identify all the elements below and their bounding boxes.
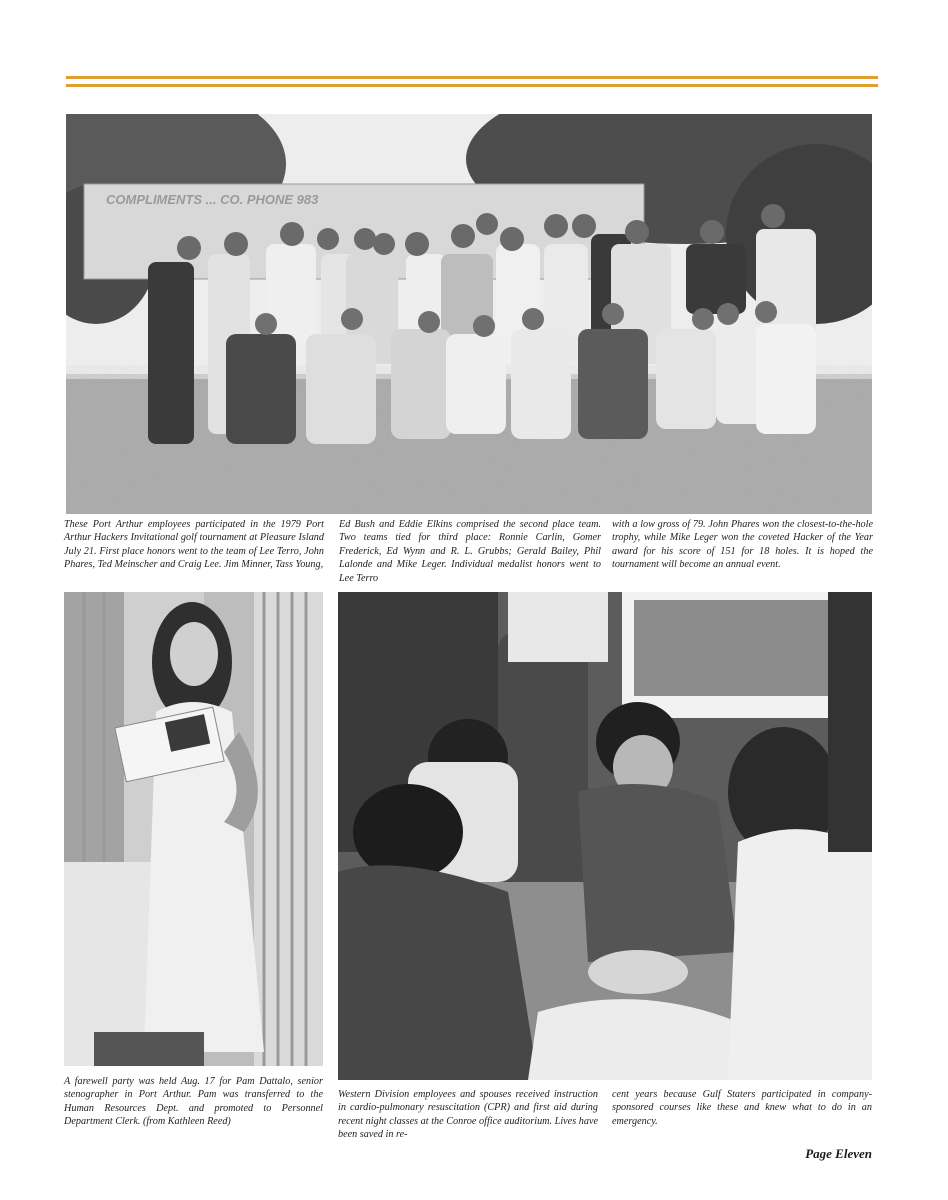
farewell-photo (64, 592, 323, 1066)
golf-team-photo (66, 114, 872, 514)
golf-caption-col1: These Port Arthur employees participated in the 1979 Port Arthur Hackers Invitational golf tournament at Pleasure Island July 21. First place honors went to the team of Lee Terro, John Phares, Ted Meinscher and Craig Lee. Jim Minner, Tass Young, (64, 519, 324, 571)
golf-caption-col2: Ed Bush and Eddie Elkins comprised the second place team. Two teams tied for third place: Ronnie Carlin, Gomer Frederick, Ed Wynn and R. L. Grubbs; Gerald Bailey, Phil Lalonde and Mike Leger. Individual medalist honors went to Lee Terro (339, 519, 601, 584)
cpr-class-photo (338, 592, 872, 1080)
cpr-caption-col1: Western Division employees and spouses received instruction in cardio-pulmonary resuscitation (CPR) and first aid during recent night classes at the Conroe office auditorium. Lives have been saved in re- (338, 1089, 598, 1141)
banner-text: COMPLIMENTS ... CO. PHONE 983 (106, 192, 319, 207)
top-rule-2 (66, 84, 878, 87)
cpr-caption-col2: cent years because Gulf Staters participated in company-sponsored courses like these and knew what to do in an emergency. (612, 1089, 872, 1127)
page-number: Page Eleven (805, 1146, 872, 1161)
golf-caption-col3: with a low gross of 79. John Phares won the closest-to-the-hole trophy, while Mike Leger won the coveted Hacker of the Year award for his score of 151 for 18 holes. It is hoped the tournament will become an annual event. (612, 519, 873, 571)
farewell-caption: A farewell party was held Aug. 17 for Pam Dattalo, senior stenographer in Port Arthur. Pam was transferred to the Human Resources Dept. and promoted to Personnel Department Clerk. (from Kathleen Reed) (64, 1076, 323, 1128)
top-rule-1 (66, 76, 878, 79)
